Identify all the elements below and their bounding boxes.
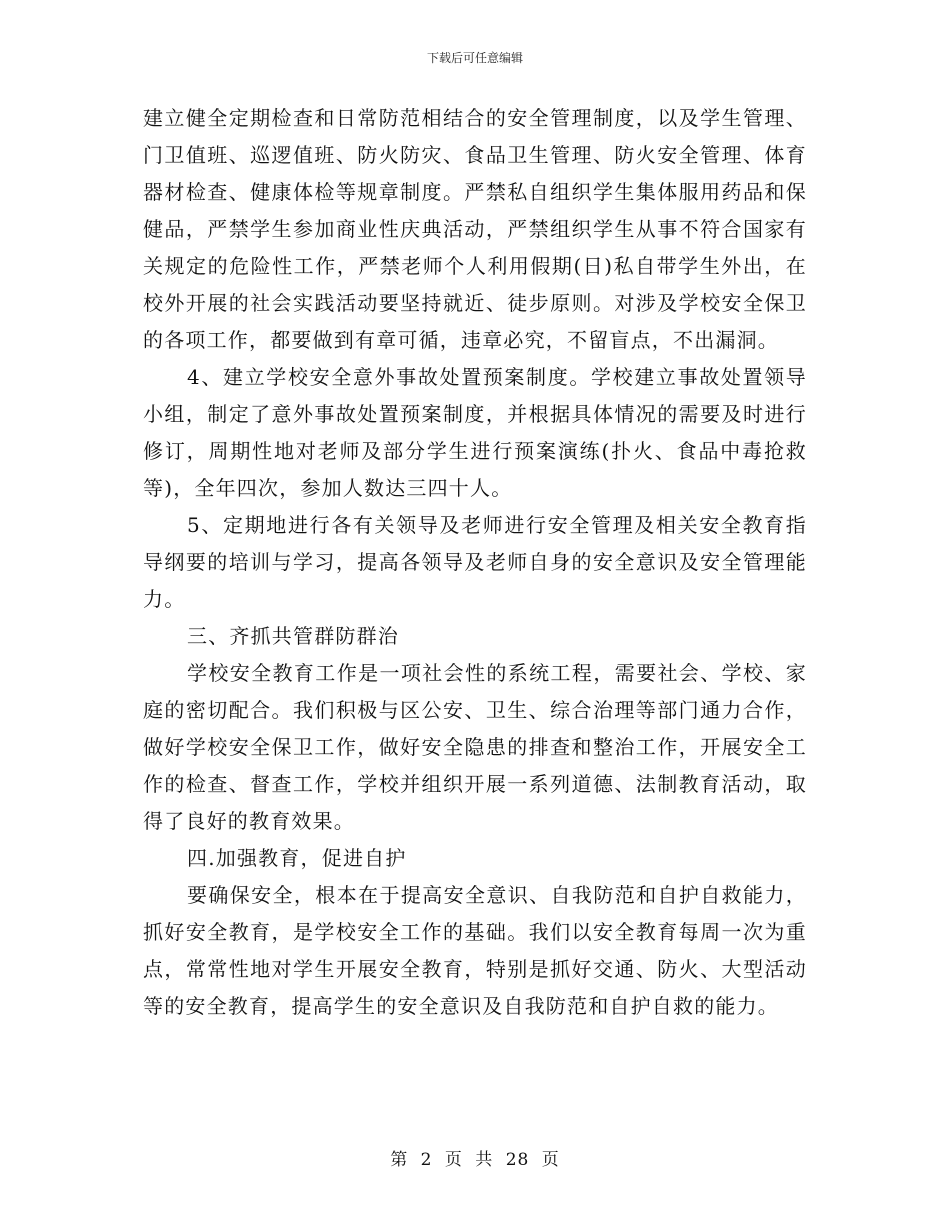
paragraph-accident-plan: 4、建立学校安全意外事故处置预案制度。学校建立事故处置领导小组，制定了意外事故处置预案制度，并根据具体情况的需要及时进行修订，周期性地对老师及部分学生进行预案演练(扑火、食品中毒抢救等)，全年四次，参加人数达三四十人。 [143,365,807,500]
section-heading-joint-management: 三、齐抓共管群防群治 [187,624,399,648]
document-body [143,100,807,1025]
paragraph-cooperation: 学校安全教育工作是一项社会性的系统工程，需要社会、学校、家庭的密切配合。我们积极与区公安、卫生、综合治理等部门通力合作，做好学校安全保卫工作，做好安全隐患的排查和整治工作，开展安全工作的检查、督查工作，学校并组织开展一系列道德、法制教育活动，取得了良好的教育效果。 [143,661,807,833]
paragraph-safety-education: 要确保安全，根本在于提高安全意识、自我防范和自护自救能力，抓好安全教育，是学校安全工作的基础。我们以安全教育每周一次为重点，常常性地对学生开展安全教育，特别是抓好交通、防火、大型活动等的安全教育，提高学生的安全意识及自我防范和自护自救的能力。 [143,883,807,1018]
paragraph-safety-rules: 建立健全定期检查和日常防范相结合的安全管理制度，以及学生管理、门卫值班、巡逻值班、防火防灾、食品卫生管理、防火安全管理、体育器材检查、健康体检等规章制度。严禁私自组织学生集体服用药品和保健品，严禁学生参加商业性庆典活动，严禁组织学生从事不符合国家有关规定的危险性工作，严禁老师个人利用假期(日)私自带学生外出，在校外开展的社会实践活动要坚持就近、徒步原则。对涉及学校安全保卫的各项工作，都要做到有章可循，违章必究，不留盲点，不出漏洞。 [143,106,807,352]
page-header: 下载后可任意编辑 [426,51,523,65]
section-heading-education: 四.加强教育，促进自护 [187,846,407,870]
paragraph-training: 5、定期地进行各有关领导及老师进行安全管理及相关安全教育指导纲要的培训与学习，提高各领导及老师自身的安全意识及安全管理能力。 [143,513,807,611]
page-number: 第 2 页 共 28 页 [390,1150,560,1170]
